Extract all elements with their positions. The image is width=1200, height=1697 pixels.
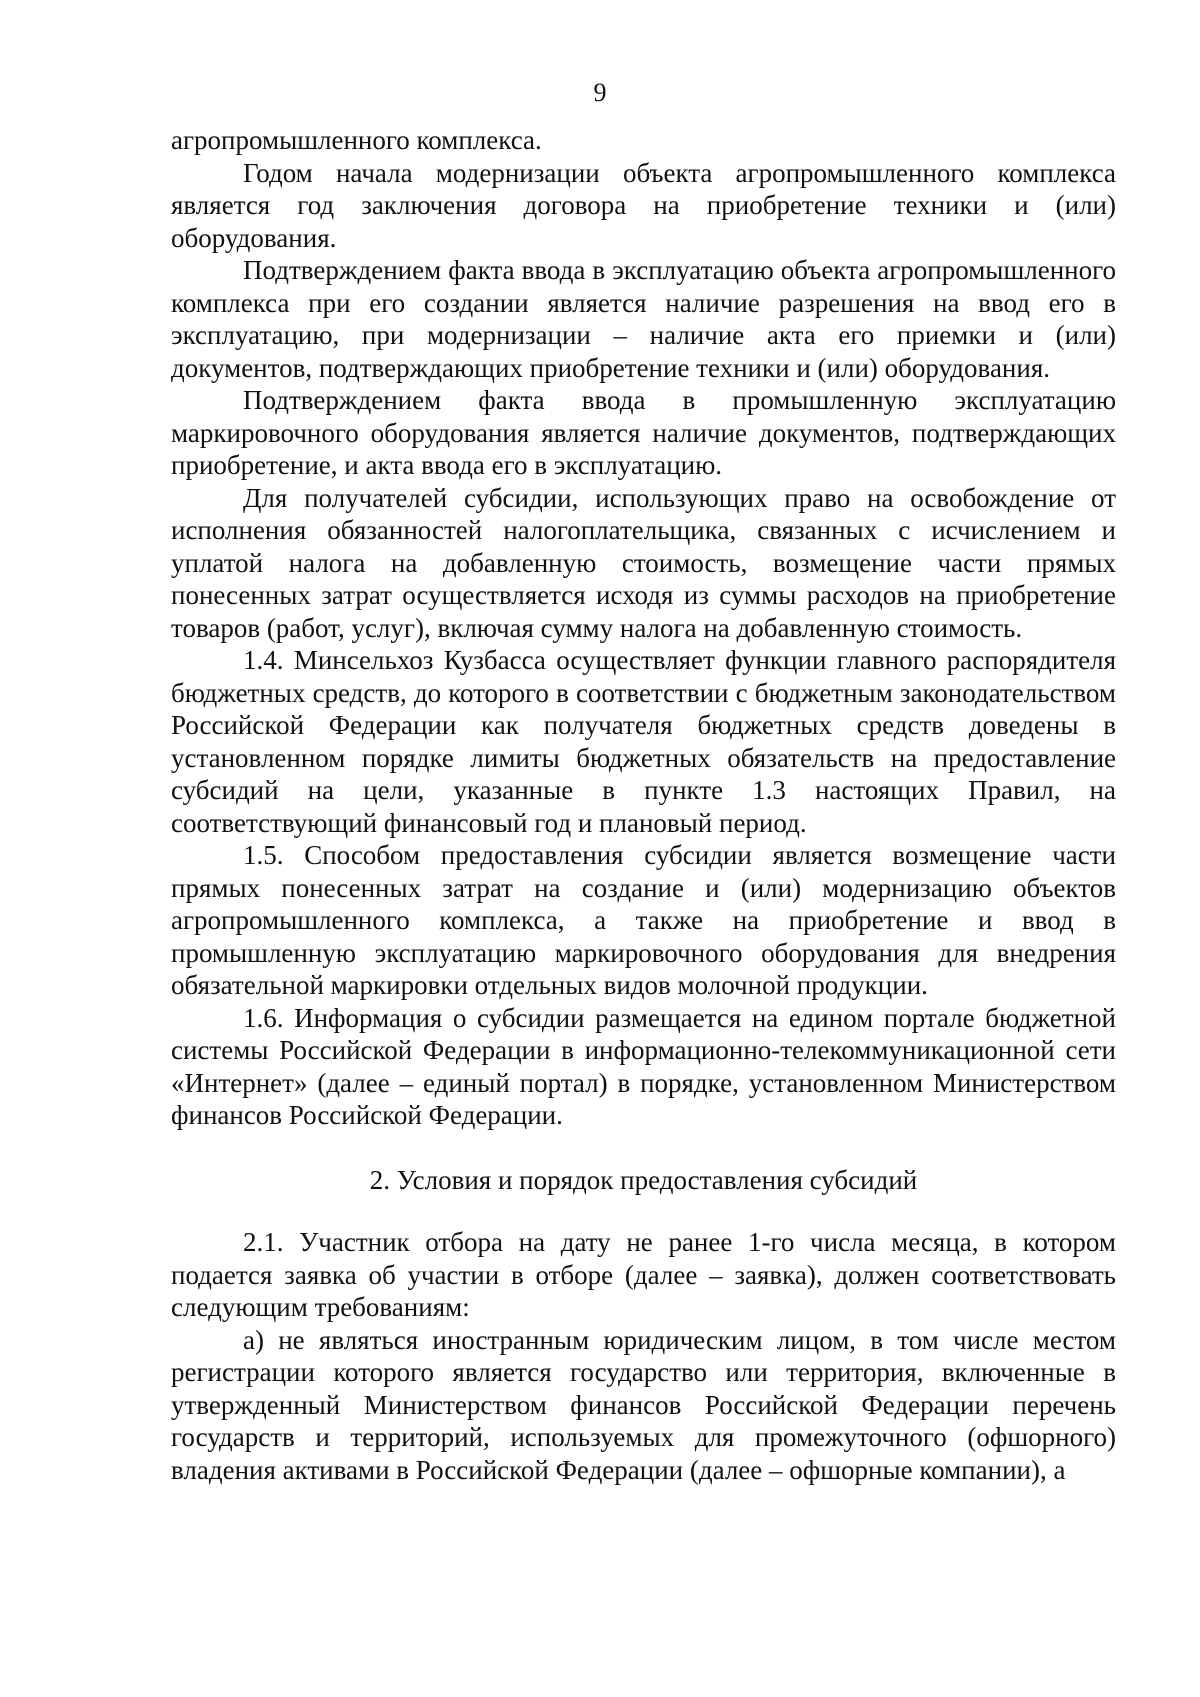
paragraph-marking-equipment-confirmation: Подтверждением факта ввода в промышленную эксплуатацию маркировочного оборудования является наличие документов, подтверждающих приобретение, и акта ввода его в эксплуатацию. — [171, 385, 1116, 480]
paragraph-clause-2-1-a: а) не являться иностранным юридическим лицом, в том числе местом регистрации которого является государство или территория, включенные в утвержденный Министерством финансов Российской Федерации перечень государств и территорий, используемых для промежуточного (офшорного) владения активами в Российской Федерации (далее – офшорные компании), а — [171, 1324, 1116, 1485]
paragraph-clause-1-4: 1.4. Минсельхоз Кузбасса осуществляет функции главного распорядителя бюджетных средств, до которого в соответствии с бюджетным законодательством Российской Федерации как получателя бюджетных средств доведены в установленном порядке лимиты бюджетных обязательств на предоставление субсидий на цели, указанные в пункте 1.3 настоящих Правил, на соответствующий финансовый год и плановый период. — [171, 645, 1116, 838]
paragraph-clause-1-6: 1.6. Информация о субсидии размещается на едином портале бюджетной системы Российской Федерации в информационно-телекоммуникационной сети «Интернет» (далее – единый портал) в порядке, установленном Министерством финансов Российской Федерации. — [171, 1002, 1116, 1130]
paragraph-clause-1-5: 1.5. Способом предоставления субсидии является возмещение части прямых понесенных затрат на создание и (или) модернизацию объектов агропромышленного комплекса, а также на приобретение и ввод в промышленную эксплуатацию маркировочного оборудования для внедрения обязательной маркировки отдельных видов молочной продукции. — [171, 840, 1116, 1000]
page-number: 9 — [593, 78, 607, 107]
paragraph-vat-exemption: Для получателей субсидии, использующих право на освобождение от исполнения обязанностей налогоплательщика, связанных с исчислением и уплатой налога на добавленную стоимость, возмещение части прямых понесенных затрат осуществляется исходя из суммы расходов на приобретение товаров (работ, услуг), включая сумму налога на добавленную стоимость. — [171, 482, 1116, 643]
document-body — [171, 124, 1116, 1486]
paragraph-continuation: агропромышленного комплекса. — [171, 125, 542, 155]
paragraph-commissioning-confirmation: Подтверждением факта ввода в эксплуатацию объекта агропромышленного комплекса при его создании является наличие разрешения на ввод его в эксплуатацию, при модернизации – наличие акта его приемки и (или) документов, подтверждающих приобретение техники и (или) оборудования. — [171, 255, 1116, 383]
paragraph-clause-2-1: 2.1. Участник отбора на дату не ранее 1-го числа месяца, в котором подается заявка об участии в отборе (далее – заявка), должен соответствовать следующим требованиям: — [171, 1227, 1116, 1322]
section-heading: 2. Условия и порядок предоставления субсидий — [369, 1164, 918, 1195]
paragraph-modernization-year: Годом начала модернизации объекта агропромышленного комплекса является год заключения договора на приобретение техники и (или) оборудования. — [171, 157, 1116, 253]
